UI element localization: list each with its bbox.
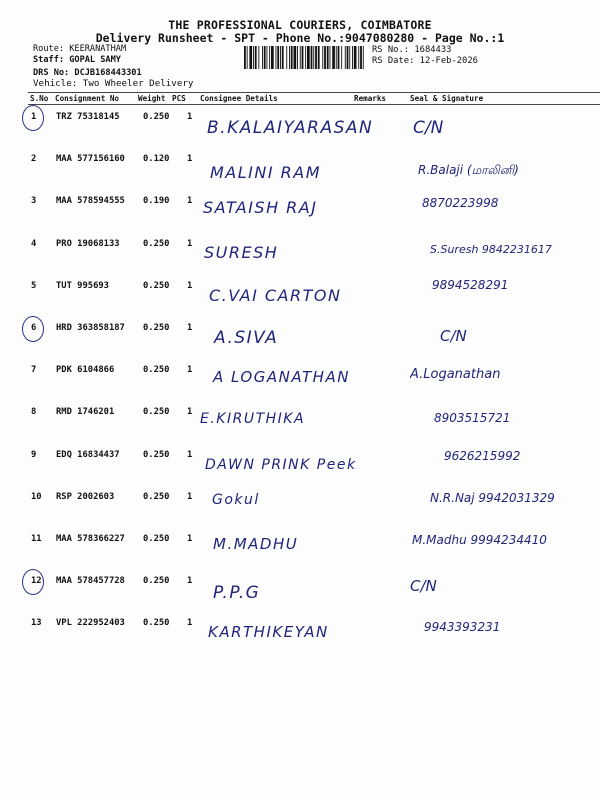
table-row — [0, 104, 600, 146]
row-weight: 0.250 — [143, 618, 170, 629]
drs-label: DRS No: DCJB168443301 — [33, 68, 142, 79]
row-consignment: TRZ 75318145 — [56, 112, 120, 122]
consignee-handwriting: KARTHIKEYAN — [208, 623, 329, 642]
route-info — [33, 44, 193, 89]
row-sno: 5 — [31, 280, 37, 291]
rs-number: RS No.: 1684433 — [372, 45, 452, 55]
col-weight: Weight — [138, 94, 166, 103]
signature-handwriting: C/N — [410, 577, 437, 596]
consignee-handwriting: P.P.G — [213, 583, 261, 604]
row-pcs: 1 — [187, 154, 193, 165]
table-row — [0, 146, 600, 188]
row-sno: 12 — [31, 576, 42, 587]
row-weight: 0.250 — [143, 238, 170, 249]
table-row — [0, 526, 600, 568]
row-pcs: 1 — [187, 323, 193, 333]
row-pcs: 1 — [187, 449, 193, 460]
rs-date: RS Date: 12-Feb-2026 — [372, 56, 478, 66]
row-consignment: RMD 1746201 — [56, 407, 115, 418]
staff-label: Staff: GOPAL SAMY — [33, 54, 121, 65]
row-pcs: 1 — [187, 576, 193, 587]
signature-handwriting: 8870223998 — [422, 196, 499, 211]
row-pcs: 1 — [187, 534, 193, 544]
header-top-rule — [28, 92, 600, 93]
row-weight: 0.250 — [143, 449, 170, 460]
row-weight: 0.250 — [143, 365, 170, 376]
row-consignment: VPL 222952403 — [56, 618, 125, 629]
row-consignment: PRO 19068133 — [56, 238, 120, 249]
route-label: Route: KEERANATHAM — [33, 44, 127, 54]
row-sno: 3 — [31, 196, 37, 207]
table-row — [0, 273, 600, 315]
row-pcs: 1 — [187, 491, 193, 502]
consignee-handwriting: SATAISH RAJ — [203, 198, 318, 218]
table-row — [0, 568, 600, 610]
row-weight: 0.250 — [143, 534, 170, 544]
serial-circle-mark — [22, 105, 44, 131]
signature-handwriting: N.R.Naj 9942031329 — [430, 490, 555, 505]
table-row — [0, 188, 600, 230]
row-sno: 2 — [31, 154, 37, 165]
row-weight: 0.250 — [143, 280, 170, 291]
vehicle-label: Vehicle: Two Wheeler Delivery — [33, 77, 194, 89]
consignee-handwriting: M.MADHU — [213, 535, 299, 553]
signature-handwriting: C/N — [440, 327, 467, 345]
signature-handwriting: C/N — [413, 118, 444, 138]
signature-handwriting: 9943393231 — [424, 620, 501, 635]
row-pcs: 1 — [187, 112, 193, 122]
signature-handwriting: A.Loganathan — [410, 367, 501, 383]
row-consignment: EDQ 16834437 — [56, 449, 120, 460]
row-pcs: 1 — [187, 618, 193, 629]
row-consignment: PDK 6104866 — [56, 365, 115, 376]
serial-circle-mark — [22, 569, 44, 595]
table-row — [0, 315, 600, 357]
row-weight: 0.250 — [143, 112, 170, 122]
row-weight: 0.190 — [143, 196, 170, 207]
row-sno: 6 — [31, 323, 37, 333]
row-sno: 7 — [31, 365, 37, 376]
row-consignment: TUT 995693 — [56, 280, 109, 291]
row-sno: 9 — [31, 449, 37, 460]
col-pcs: PCS — [172, 94, 186, 103]
consignee-handwriting: MALINI RAM — [210, 163, 322, 183]
col-consignee: Consignee Details — [200, 94, 278, 103]
signature-handwriting: S.Suresh 9842231617 — [430, 242, 552, 256]
row-pcs: 1 — [187, 407, 193, 418]
row-pcs: 1 — [187, 280, 193, 291]
row-weight: 0.250 — [143, 576, 170, 587]
signature-handwriting: 8903515721 — [434, 411, 511, 426]
row-sno: 11 — [31, 534, 42, 544]
serial-circle-mark — [22, 316, 44, 342]
col-seal-signature: Seal & Signature — [410, 94, 484, 103]
row-weight: 0.250 — [143, 323, 170, 333]
consignee-handwriting: SURESH — [204, 242, 279, 262]
row-sno: 4 — [31, 238, 37, 249]
barcode — [242, 45, 366, 70]
row-sno: 8 — [31, 407, 37, 418]
row-consignment: HRD 363858187 — [56, 323, 125, 333]
row-consignment: MAA 578366227 — [56, 534, 125, 544]
consignee-handwriting: E.KIRUTHIKA — [200, 411, 306, 428]
row-consignment: MAA 578457728 — [56, 576, 125, 587]
row-sno: 13 — [31, 618, 42, 629]
consignee-handwriting: C.VAI CARTON — [209, 285, 342, 305]
table-row — [0, 610, 600, 652]
col-sno: S.No — [30, 94, 49, 103]
row-pcs: 1 — [187, 196, 193, 207]
row-weight: 0.250 — [143, 407, 170, 418]
signature-handwriting: M.Madhu 9994234410 — [412, 533, 547, 547]
consignee-handwriting: B.KALAIYARASAN — [207, 118, 374, 138]
row-pcs: 1 — [187, 365, 193, 376]
col-consignment: Consignment No — [55, 94, 120, 103]
table-row — [0, 357, 600, 399]
consignee-handwriting: A LOGANATHAN — [213, 368, 350, 387]
row-consignment: MAA 578594555 — [56, 196, 125, 207]
table-row — [0, 399, 600, 441]
company-title: THE PROFESSIONAL COURIERS, COIMBATORE — [168, 18, 432, 32]
row-consignment: MAA 577156160 — [56, 154, 125, 165]
consignee-handwriting: A.SIVA — [214, 328, 279, 348]
row-weight: 0.250 — [143, 491, 170, 502]
row-consignment: RSP 2002603 — [56, 491, 115, 502]
table-row — [0, 442, 600, 484]
rs-info — [372, 45, 478, 67]
consignee-handwriting: Gokul — [212, 491, 260, 508]
signature-handwriting: 9894528291 — [432, 277, 509, 292]
col-remarks: Remarks — [354, 94, 387, 103]
row-sno: 1 — [31, 112, 37, 122]
runsheet-subtitle: Delivery Runsheet - SPT - Phone No.:9047080280 - Page No.:1 — [95, 31, 505, 45]
table-row — [0, 484, 600, 526]
table-row — [0, 231, 600, 273]
row-sno: 10 — [31, 491, 42, 502]
signature-handwriting: 9626215992 — [444, 448, 521, 463]
row-weight: 0.120 — [143, 154, 170, 165]
consignee-handwriting: DAWN PRINK Peek — [205, 456, 357, 473]
row-pcs: 1 — [187, 238, 193, 249]
signature-handwriting: R.Balaji (மாலினி) — [418, 163, 519, 178]
